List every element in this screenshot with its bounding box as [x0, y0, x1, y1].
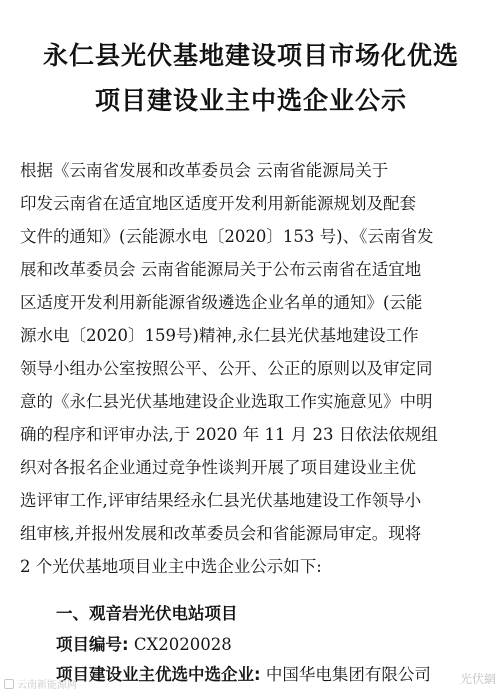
body-line: 2 个光伏基地项目业主中选企业公示如下:: [20, 557, 322, 576]
document-title-line-2: 项目建设业主中选企业公示: [94, 86, 407, 115]
body-line: 选评审工作,评审结果经永仁县光伏基地建设工作领导小: [20, 491, 422, 510]
body-line: 展和改革委员会 云南省能源局关于公布云南省在适宜地: [20, 260, 422, 279]
body-line: 意的《永仁县光伏基地建设企业选取工作实施意见》中明: [20, 392, 433, 411]
body-line: 确的程序和评审办法,于 2020 年 11 月 23 日依法依规组: [20, 425, 438, 444]
project-number-label: 项目编号:: [56, 635, 129, 654]
project-number-row: [56, 631, 232, 655]
section-heading: 一、观音岩光伏电站项目: [56, 604, 238, 623]
winner-value: 中国华电集团有限公司: [265, 665, 431, 684]
body-line: 根据《云南省发展和改革委员会 云南省能源局关于: [20, 161, 389, 180]
body-line: 文件的通知》(云能源水电〔2020〕153 号)、《云南省发: [20, 227, 434, 246]
winner-label: 项目建设业主优选中选企业:: [56, 665, 261, 684]
project-number-value: CX2020028: [133, 635, 232, 654]
watermark-right: 光伏網: [459, 672, 496, 686]
body-line: 源水电〔2020〕159号)精神,永仁县光伏基地建设工作: [20, 326, 419, 345]
document-title-line-1: 永仁县光伏基地建设项目市场化优选: [42, 41, 459, 70]
body-line: 领导小组办公室按照公平、公开、公正的原则以及审定同: [20, 359, 433, 378]
body-line: 织对各报名企业通过竞争性谈判开展了项目建设业主优: [20, 458, 416, 477]
watermark-logo-icon: [4, 679, 14, 689]
watermark-left-text: 云南新能源网: [17, 680, 77, 691]
body-line: 印发云南省在适宜地区适度开发利用新能源规划及配套: [20, 194, 416, 213]
body-line: 区适度开发利用新能源省级遴选企业名单的通知》(云能: [20, 293, 423, 312]
body-line: 组审核,并报州发展和改革委员会和省能源局审定。现将: [20, 524, 422, 543]
winner-row: [56, 661, 431, 685]
watermark-left: [4, 676, 77, 691]
